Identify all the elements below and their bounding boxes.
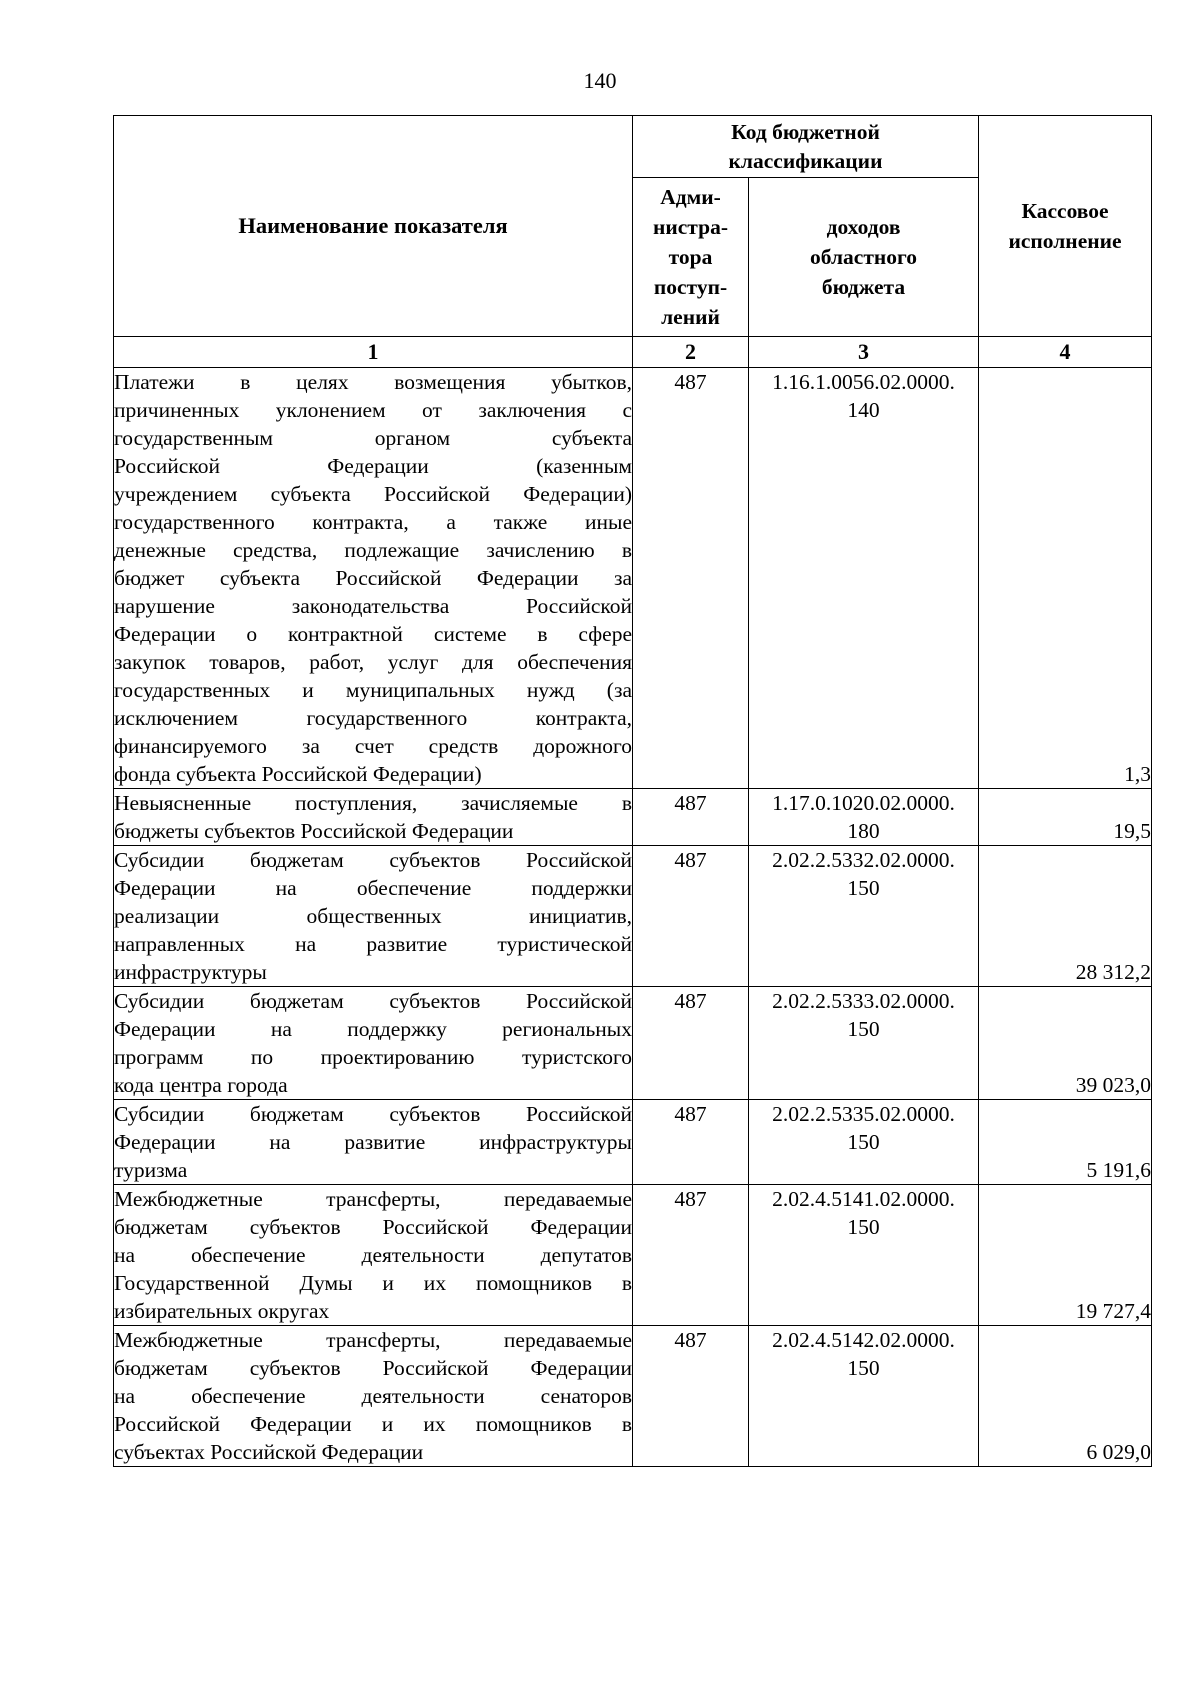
indicator-name-line: Федерации на поддержку региональных xyxy=(114,1017,632,1041)
indicator-name-line: Российской Федерации и их помощников в xyxy=(114,1412,632,1436)
indicator-name-line: направленных на развитие туристической xyxy=(114,932,632,956)
indicator-name-line: Федерации на обеспечение поддержки xyxy=(114,876,632,900)
indicator-name-cell xyxy=(114,1185,633,1326)
indicator-name-line: государственных и муниципальных нужд (за xyxy=(114,678,632,702)
income-code-cell xyxy=(749,1100,979,1185)
column-number-4: 4 xyxy=(979,337,1152,368)
indicator-name-line: Межбюджетные трансферты, передаваемые xyxy=(114,1328,632,1352)
cash-execution-amount: 6 029,0 xyxy=(979,1326,1152,1467)
income-code-line: 2.02.2.5333.02.0000. xyxy=(772,989,955,1013)
indicator-name-line: Российской Федерации (казенным xyxy=(114,454,632,478)
table-header xyxy=(114,116,1152,368)
table-row xyxy=(114,1100,1152,1185)
indicator-name-line: закупок товаров, работ, услуг для обеспечения xyxy=(114,650,632,674)
indicator-name-line: фонда субъекта Российской Федерации) xyxy=(114,762,482,786)
table-row xyxy=(114,1326,1152,1467)
header-income-line-3: бюджета xyxy=(821,275,906,299)
indicator-name-line: нарушение законодательства Российской xyxy=(114,594,632,618)
header-admin-line-5: лений xyxy=(661,305,720,329)
header-admin-line-4: поступ- xyxy=(653,275,728,299)
indicator-name-line: учреждением субъекта Российской Федерации) xyxy=(114,482,632,506)
income-code-line: 180 xyxy=(847,819,880,843)
indicator-name-line: бюджетам субъектов Российской Федерации xyxy=(114,1356,632,1380)
indicator-name-line: Федерации о контрактной системе в сфере xyxy=(114,622,632,646)
header-cash-execution xyxy=(979,116,1152,337)
indicator-name-line: Межбюджетные трансферты, передаваемые xyxy=(114,1187,632,1211)
cash-execution-amount: 39 023,0 xyxy=(979,987,1152,1100)
indicator-name-cell xyxy=(114,1326,633,1467)
table-row xyxy=(114,789,1152,846)
indicator-name-line: бюджеты субъектов Российской Федерации xyxy=(114,819,514,843)
cash-execution-amount: 28 312,2 xyxy=(979,846,1152,987)
table-row xyxy=(114,1185,1152,1326)
indicator-name-line: кода центра города xyxy=(114,1073,288,1097)
column-number-3: 3 xyxy=(749,337,979,368)
income-code-cell xyxy=(749,368,979,789)
indicator-name-line: инфраструктуры xyxy=(114,960,267,984)
indicator-name-line: финансируемого за счет средств дорожного xyxy=(114,734,632,758)
administrator-code-cell: 487 xyxy=(633,368,749,789)
indicator-name-line: реализации общественных инициатив, xyxy=(114,904,632,928)
column-number-1: 1 xyxy=(114,337,633,368)
indicator-name-line: денежные средства, подлежащие зачислению в xyxy=(114,538,632,562)
indicator-name-line: причиненных уклонением от заключения с xyxy=(114,398,632,422)
header-admin-line-3: тора xyxy=(668,245,713,269)
header-budget-code-group xyxy=(633,116,979,178)
header-income-line-1: доходов xyxy=(826,215,901,239)
indicator-name-line: субъектах Российской Федерации xyxy=(114,1440,424,1464)
indicator-name-line: Федерации на развитие инфраструктуры xyxy=(114,1130,632,1154)
income-code-cell xyxy=(749,789,979,846)
table-row xyxy=(114,368,1152,789)
income-code-line: 150 xyxy=(847,876,880,900)
indicator-name-line: на обеспечение деятельности сенаторов xyxy=(114,1384,632,1408)
header-code-line-1: Код бюджетной xyxy=(731,119,880,144)
table-body xyxy=(114,368,1152,1467)
table-row xyxy=(114,846,1152,987)
income-code-cell xyxy=(749,987,979,1100)
income-code-cell xyxy=(749,846,979,987)
header-admin-line-2: нистра- xyxy=(652,215,728,239)
income-code-cell xyxy=(749,1326,979,1467)
header-regional-income xyxy=(749,178,979,337)
budget-table xyxy=(113,115,1152,1467)
indicator-name-line: Субсидии бюджетам субъектов Российской xyxy=(114,1102,632,1126)
income-code-line: 2.02.4.5142.02.0000. xyxy=(772,1328,955,1352)
income-code-line: 2.02.4.5141.02.0000. xyxy=(772,1187,955,1211)
header-administrator xyxy=(633,178,749,337)
income-code-cell xyxy=(749,1185,979,1326)
income-code-line: 1.16.1.0056.02.0000. xyxy=(772,370,955,394)
income-code-line: 1.17.0.1020.02.0000. xyxy=(772,791,955,815)
income-code-line: 140 xyxy=(847,398,880,422)
header-code-line-2: классификации xyxy=(728,148,883,173)
header-indicator-name-text: Наименование показателя xyxy=(238,213,508,238)
indicator-name-line: программ по проектированию туристского xyxy=(114,1045,632,1069)
indicator-name-line: государственным органом субъекта xyxy=(114,426,632,450)
header-cash-line-1: Кассовое xyxy=(1021,199,1109,223)
indicator-name-line: Субсидии бюджетам субъектов Российской xyxy=(114,989,632,1013)
indicator-name-line: туризма xyxy=(114,1158,188,1182)
indicator-name-line: бюджетам субъектов Российской Федерации xyxy=(114,1215,632,1239)
administrator-code-cell: 487 xyxy=(633,1100,749,1185)
indicator-name-cell xyxy=(114,987,633,1100)
indicator-name-line: Субсидии бюджетам субъектов Российской xyxy=(114,848,632,872)
indicator-name-line: государственного контракта, а также иные xyxy=(114,510,632,534)
indicator-name-cell xyxy=(114,1100,633,1185)
header-indicator-name xyxy=(114,116,633,337)
table-row xyxy=(114,987,1152,1100)
administrator-code-cell: 487 xyxy=(633,1326,749,1467)
indicator-name-line: Государственной Думы и их помощников в xyxy=(114,1271,632,1295)
indicator-name-line: избирательных округах xyxy=(114,1299,330,1323)
indicator-name-cell xyxy=(114,368,633,789)
indicator-name-line: Платежи в целях возмещения убытков, xyxy=(114,370,632,394)
income-code-line: 150 xyxy=(847,1017,880,1041)
column-number-2: 2 xyxy=(633,337,749,368)
administrator-code-cell: 487 xyxy=(633,987,749,1100)
income-code-line: 150 xyxy=(847,1130,880,1154)
administrator-code-cell: 487 xyxy=(633,1185,749,1326)
administrator-code-cell: 487 xyxy=(633,846,749,987)
header-admin-line-1: Адми- xyxy=(660,185,721,209)
income-code-line: 150 xyxy=(847,1356,880,1380)
indicator-name-line: бюджет субъекта Российской Федерации за xyxy=(114,566,632,590)
cash-execution-amount: 19,5 xyxy=(979,789,1152,846)
income-code-line: 2.02.2.5335.02.0000. xyxy=(772,1102,955,1126)
cash-execution-amount: 5 191,6 xyxy=(979,1100,1152,1185)
header-cash-line-2: исполнение xyxy=(1008,229,1122,253)
indicator-name-cell xyxy=(114,846,633,987)
page-number: 140 xyxy=(583,68,617,93)
indicator-name-line: Невыясненные поступления, зачисляемые в xyxy=(114,791,632,815)
indicator-name-cell xyxy=(114,789,633,846)
income-code-line: 2.02.2.5332.02.0000. xyxy=(772,848,955,872)
administrator-code-cell: 487 xyxy=(633,789,749,846)
cash-execution-amount: 1,3 xyxy=(979,368,1152,789)
income-code-line: 150 xyxy=(847,1215,880,1239)
cash-execution-amount: 19 727,4 xyxy=(979,1185,1152,1326)
header-income-line-2: областного xyxy=(810,245,917,269)
indicator-name-line: исключением государственного контракта, xyxy=(114,706,632,730)
indicator-name-line: на обеспечение деятельности депутатов xyxy=(114,1243,632,1267)
